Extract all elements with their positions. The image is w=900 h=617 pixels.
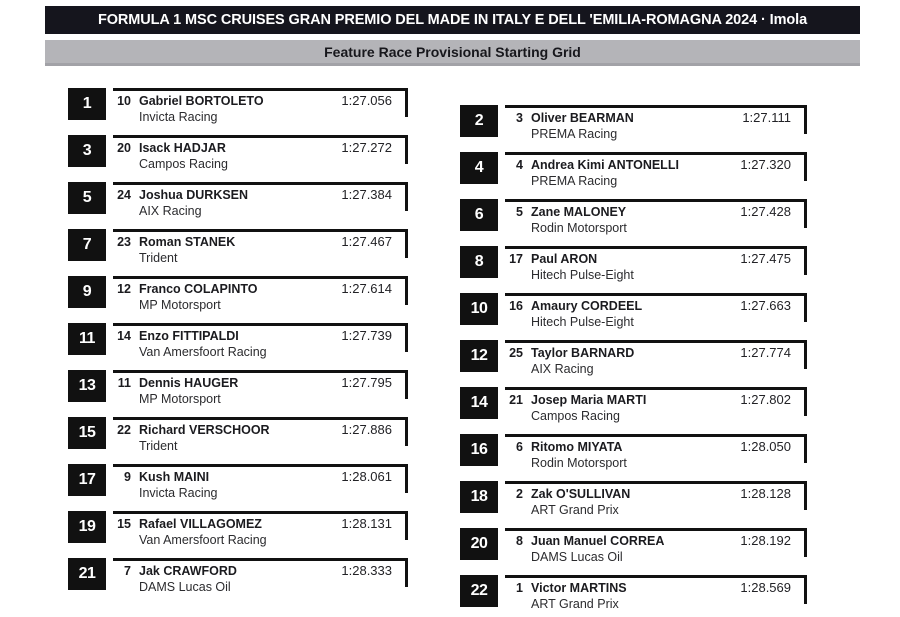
car-number: 4: [516, 158, 523, 172]
team-name: Trident: [139, 251, 178, 265]
grid-entry: [460, 575, 807, 615]
driver-name: Gabriel BORTOLETO: [139, 94, 264, 108]
driver-name: Josep Maria MARTI: [531, 393, 647, 407]
entry-top-line: [505, 580, 807, 596]
entry-detail: [113, 323, 408, 363]
entry-detail: [505, 387, 807, 427]
qualifying-time: 1:27.802: [740, 392, 791, 407]
position-box: 1: [68, 88, 106, 120]
grid-entry: [460, 387, 807, 427]
entry-top-line: [505, 533, 807, 549]
grid-entry: [460, 246, 807, 286]
driver-name: Joshua DURKSEN: [139, 188, 249, 202]
car-number: 5: [516, 205, 523, 219]
entry-detail: [505, 293, 807, 333]
entry-top-line: [505, 486, 807, 502]
team-name: MP Motorsport: [139, 298, 221, 312]
entry-detail: [505, 434, 807, 474]
driver-name: Victor MARTINS: [531, 581, 627, 595]
entry-detail: [505, 481, 807, 521]
entry-detail: [113, 88, 408, 128]
entry-top-line: [113, 234, 408, 250]
entry-detail: [113, 182, 408, 222]
entry-detail: [113, 464, 408, 504]
car-number: 9: [124, 470, 131, 484]
team-name: Van Amersfoort Racing: [139, 533, 267, 547]
grid-entry: [460, 528, 807, 568]
grid-entry: [460, 293, 807, 333]
qualifying-time: 1:27.467: [341, 234, 392, 249]
qualifying-time: 1:28.192: [740, 533, 791, 548]
qualifying-time: 1:28.333: [341, 563, 392, 578]
entry-top-line: [505, 157, 807, 173]
entry-detail: [113, 229, 408, 269]
grid-entry: [460, 199, 807, 239]
position-box: 18: [460, 481, 498, 513]
car-number: 2: [516, 487, 523, 501]
qualifying-time: 1:28.050: [740, 439, 791, 454]
grid-entry: [460, 340, 807, 380]
car-number: 7: [124, 564, 131, 578]
position-box: 6: [460, 199, 498, 231]
position-box: 20: [460, 528, 498, 560]
team-name: Campos Racing: [531, 409, 620, 423]
team-name: PREMA Racing: [531, 174, 618, 188]
position-box: 15: [68, 417, 106, 449]
driver-name: Paul ARON: [531, 252, 598, 266]
team-name: DAMS Lucas Oil: [139, 580, 231, 594]
grid-entry: [460, 481, 807, 521]
car-number: 12: [117, 282, 131, 296]
team-name: MP Motorsport: [139, 392, 221, 406]
driver-name: Juan Manuel CORREA: [531, 534, 665, 548]
driver-name: Zak O'SULLIVAN: [531, 487, 631, 501]
car-number: 15: [117, 517, 131, 531]
driver-name: Kush MAINI: [139, 470, 210, 484]
entry-detail: [113, 511, 408, 551]
entry-top-line: [505, 298, 807, 314]
driver-name: Dennis HAUGER: [139, 376, 239, 390]
entry-top-line: [113, 563, 408, 579]
driver-name: Isack HADJAR: [139, 141, 226, 155]
entry-top-line: [113, 328, 408, 344]
team-name: Hitech Pulse-Eight: [531, 268, 634, 282]
entry-top-line: [505, 345, 807, 361]
qualifying-time: 1:27.774: [740, 345, 791, 360]
entry-detail: [505, 528, 807, 568]
driver-name: Roman STANEK: [139, 235, 236, 249]
car-number: 21: [509, 393, 523, 407]
grid-entry: [68, 182, 408, 222]
grid-entry: [68, 464, 408, 504]
entry-detail: [505, 340, 807, 380]
driver-name: Oliver BEARMAN: [531, 111, 634, 125]
qualifying-time: 1:27.111: [742, 110, 791, 125]
team-name: Invicta Racing: [139, 486, 218, 500]
qualifying-time: 1:27.663: [740, 298, 791, 313]
entry-top-line: [113, 516, 408, 532]
driver-name: Andrea Kimi ANTONELLI: [531, 158, 679, 172]
grid-entry: [68, 370, 408, 410]
position-box: 12: [460, 340, 498, 372]
qualifying-time: 1:27.886: [341, 422, 392, 437]
position-box: 19: [68, 511, 106, 543]
team-name: Rodin Motorsport: [531, 221, 627, 235]
qualifying-time: 1:27.320: [740, 157, 791, 172]
driver-name: Amaury CORDEEL: [531, 299, 643, 313]
grid-column-even-positions: [460, 105, 807, 617]
qualifying-time: 1:28.131: [341, 516, 392, 531]
driver-name: Taylor BARNARD: [531, 346, 635, 360]
position-box: 2: [460, 105, 498, 137]
driver-name: Enzo FITTIPALDI: [139, 329, 239, 343]
entry-detail: [113, 417, 408, 457]
car-number: 23: [117, 235, 131, 249]
position-box: 5: [68, 182, 106, 214]
qualifying-time: 1:27.614: [341, 281, 392, 296]
entry-detail: [505, 575, 807, 615]
driver-name: Jak CRAWFORD: [139, 564, 237, 578]
grid-entry: [68, 558, 408, 598]
grid-column-odd-positions: [68, 88, 408, 605]
position-box: 9: [68, 276, 106, 308]
position-box: 4: [460, 152, 498, 184]
qualifying-time: 1:27.384: [341, 187, 392, 202]
grid-entry: [460, 434, 807, 474]
entry-top-line: [113, 469, 408, 485]
entry-top-line: [505, 204, 807, 220]
team-name: Van Amersfoort Racing: [139, 345, 267, 359]
position-box: 11: [68, 323, 106, 355]
car-number: 22: [117, 423, 131, 437]
team-name: AIX Racing: [139, 204, 202, 218]
car-number: 1: [516, 581, 523, 595]
qualifying-time: 1:27.795: [341, 375, 392, 390]
entry-top-line: [113, 422, 408, 438]
qualifying-time: 1:27.056: [341, 93, 392, 108]
entry-top-line: [505, 439, 807, 455]
qualifying-time: 1:28.128: [740, 486, 791, 501]
position-box: 16: [460, 434, 498, 466]
entry-detail: [505, 246, 807, 286]
driver-name: Ritomo MIYATA: [531, 440, 623, 454]
entry-detail: [505, 152, 807, 192]
entry-detail: [113, 558, 408, 598]
qualifying-time: 1:27.272: [341, 140, 392, 155]
grid-entry: [68, 417, 408, 457]
driver-name: Franco COLAPINTO: [139, 282, 258, 296]
team-name: AIX Racing: [531, 362, 594, 376]
event-title: FORMULA 1 MSC CRUISES GRAN PREMIO DEL MADE IN ITALY E DELL 'EMILIA-ROMAGNA 2024 · Imola: [97, 12, 808, 28]
team-name: Campos Racing: [139, 157, 228, 171]
entry-top-line: [113, 281, 408, 297]
position-box: 3: [68, 135, 106, 167]
position-box: 21: [68, 558, 106, 590]
position-box: 7: [68, 229, 106, 261]
car-number: 16: [509, 299, 523, 313]
grid-entry: [68, 229, 408, 269]
position-box: 14: [460, 387, 498, 419]
car-number: 3: [516, 111, 523, 125]
position-box: 8: [460, 246, 498, 278]
team-name: Trident: [139, 439, 178, 453]
entry-detail: [113, 135, 408, 175]
entry-top-line: [505, 392, 807, 408]
team-name: Rodin Motorsport: [531, 456, 627, 470]
car-number: 24: [117, 188, 131, 202]
entry-top-line: [113, 375, 408, 391]
entry-detail: [505, 199, 807, 239]
grid-entry: [68, 511, 408, 551]
grid-entry: [68, 276, 408, 316]
team-name: Invicta Racing: [139, 110, 218, 124]
qualifying-time: 1:27.428: [740, 204, 791, 219]
entry-detail: [505, 105, 807, 145]
entry-top-line: [505, 251, 807, 267]
document-subtitle: Feature Race Provisional Starting Grid: [324, 43, 581, 60]
driver-name: Zane MALONEY: [531, 205, 627, 219]
driver-name: Rafael VILLAGOMEZ: [139, 517, 262, 531]
entry-detail: [113, 370, 408, 410]
grid-entry: [68, 88, 408, 128]
entry-top-line: [113, 140, 408, 156]
qualifying-time: 1:27.475: [740, 251, 791, 266]
qualifying-time: 1:28.569: [740, 580, 791, 595]
position-box: 22: [460, 575, 498, 607]
qualifying-time: 1:27.739: [341, 328, 392, 343]
document-subtitle-bar: [45, 40, 860, 66]
car-number: 17: [509, 252, 523, 266]
car-number: 14: [117, 329, 131, 343]
car-number: 20: [117, 141, 131, 155]
entry-top-line: [505, 110, 807, 126]
grid-entry: [460, 105, 807, 145]
car-number: 10: [117, 94, 131, 108]
team-name: Hitech Pulse-Eight: [531, 315, 634, 329]
car-number: 25: [509, 346, 523, 360]
qualifying-time: 1:28.061: [341, 469, 392, 484]
grid-entry: [68, 323, 408, 363]
driver-name: Richard VERSCHOOR: [139, 423, 270, 437]
car-number: 6: [516, 440, 523, 454]
team-name: ART Grand Prix: [531, 597, 619, 611]
team-name: PREMA Racing: [531, 127, 618, 141]
position-box: 17: [68, 464, 106, 496]
entry-top-line: [113, 93, 408, 109]
car-number: 11: [117, 376, 131, 390]
entry-top-line: [113, 187, 408, 203]
team-name: ART Grand Prix: [531, 503, 619, 517]
position-box: 13: [68, 370, 106, 402]
position-box: 10: [460, 293, 498, 325]
grid-entry: [460, 152, 807, 192]
team-name: DAMS Lucas Oil: [531, 550, 623, 564]
entry-detail: [113, 276, 408, 316]
event-title-bar: [45, 6, 860, 34]
car-number: 8: [516, 534, 523, 548]
grid-entry: [68, 135, 408, 175]
